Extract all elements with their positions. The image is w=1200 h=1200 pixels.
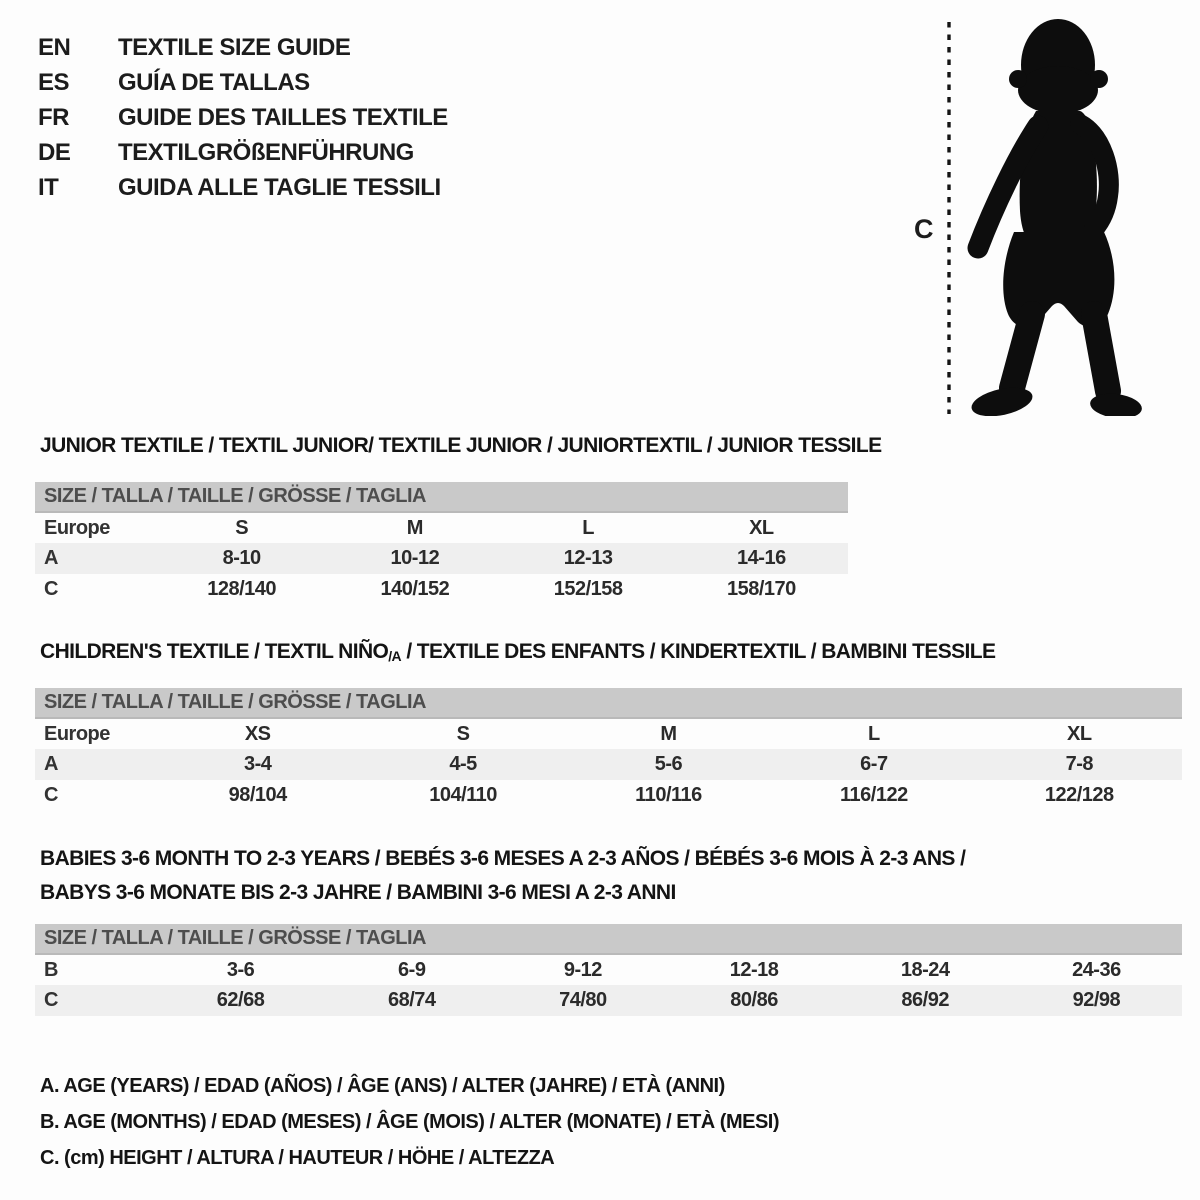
row-label-cell: Europe [44, 722, 110, 745]
size-value-cell: 9-12 [563, 958, 602, 981]
size-value-cell: XL [1067, 722, 1092, 745]
size-value-cell: 86/92 [901, 989, 949, 1011]
language-code: IT [38, 173, 59, 201]
size-value-cell: 3-6 [226, 958, 255, 981]
size-value-cell: 104/110 [429, 784, 497, 806]
table-row-months [35, 954, 1182, 985]
size-value-cell: 74/80 [559, 989, 607, 1011]
size-value-cell: 68/74 [387, 989, 436, 1011]
children-title-part1: CHILDREN'S TEXTILE / TEXTIL NIÑO [40, 640, 389, 663]
children-section-title [40, 640, 995, 664]
size-value-cell: 6-7 [860, 753, 888, 775]
table-row-height [35, 780, 1182, 811]
size-value-cell: 140/152 [380, 578, 450, 600]
size-value-cell: XS [244, 722, 271, 745]
table-row-height [35, 985, 1182, 1016]
size-value-cell: 92/98 [1072, 989, 1121, 1011]
size-value-cell: 158/170 [726, 578, 796, 600]
babies-title-line-1: BABIES 3-6 MONTH TO 2-3 YEARS / BEBÉS 3-6 MESES A 2-3 AÑOS / BÉBÉS 3-6 MOIS À 2-3 ANS / [40, 847, 966, 870]
children-title-part2: / TEXTILE DES ENFANTS / KINDERTEXTIL / BAMBINI TESSILE [401, 640, 996, 663]
size-value-cell: 62/68 [216, 989, 265, 1011]
babies-title-line-2: BABYS 3-6 MONATE BIS 2-3 JAHRE / BAMBINI 3-6 MESI A 2-3 ANNI [40, 881, 676, 904]
size-value-cell: 12-13 [563, 547, 613, 569]
children-title-sub: /A [388, 648, 402, 664]
language-title: GUIDE DES TAILLES TEXTILE [118, 103, 448, 131]
toddler-silhouette-icon [960, 16, 1150, 416]
language-title: GUIDA ALLE TAGLIE TESSILI [118, 173, 441, 201]
legend-line-c: C. (cm) HEIGHT / ALTURA / HAUTEUR / HÖHE / ALTEZZA [40, 1147, 555, 1169]
table-row-europe [35, 512, 848, 543]
size-value-cell: 80/86 [730, 989, 778, 1011]
size-value-cell: 98/104 [228, 784, 287, 806]
babies-size-table [35, 924, 1182, 1016]
row-label-cell: B [44, 958, 58, 981]
language-code: ES [38, 68, 70, 96]
row-label-cell: C [44, 578, 58, 600]
size-value-cell: 128/140 [207, 578, 277, 600]
size-value-cell: L [582, 516, 594, 539]
size-value-cell: 152/158 [553, 578, 623, 600]
table-row-height [35, 574, 848, 605]
size-value-cell: 4-5 [449, 753, 477, 775]
table-row-europe [35, 718, 1182, 749]
language-code: EN [38, 33, 71, 61]
children-size-table [35, 688, 1182, 811]
size-header-bar: SIZE / TALLA / TAILLE / GRÖSSE / TAGLIA [35, 924, 1182, 954]
language-row-en [38, 30, 448, 65]
size-value-cell: 14-16 [737, 547, 786, 569]
legend-line-a: A. AGE (YEARS) / EDAD (AÑOS) / ÂGE (ANS) / ALTER (JAHRE) / ETÀ (ANNI) [40, 1075, 725, 1097]
size-value-cell: 6-9 [398, 958, 426, 981]
table-header-row [35, 688, 1182, 718]
language-row-fr [38, 100, 448, 135]
table-row-age [35, 749, 1182, 780]
size-value-cell: 122/128 [1044, 784, 1114, 806]
language-title: TEXTILGRÖßENFÜHRUNG [118, 138, 414, 166]
size-header-bar: SIZE / TALLA / TAILLE / GRÖSSE / TAGLIA [35, 688, 1182, 718]
language-code: FR [38, 103, 69, 131]
height-measure-label: C [914, 214, 934, 244]
language-row-it [38, 170, 448, 205]
legend-line-b: B. AGE (MONTHS) / EDAD (MESES) / ÂGE (MOIS) / ALTER (MONATE) / ETÀ (MESI) [40, 1111, 780, 1133]
table-row-age [35, 543, 848, 574]
size-value-cell: M [660, 722, 677, 745]
language-row-de [38, 135, 448, 170]
table-header-row [35, 482, 848, 512]
size-value-cell: 12-18 [729, 958, 779, 981]
language-row-es [38, 65, 448, 100]
row-label-cell: Europe [44, 516, 110, 539]
size-value-cell: 5-6 [654, 753, 683, 775]
size-value-cell: 3-4 [243, 753, 272, 775]
size-value-cell: 10-12 [390, 547, 440, 569]
size-value-cell: 7-8 [1065, 753, 1093, 775]
height-dashed-line-icon [945, 20, 953, 416]
size-value-cell: 8-10 [222, 547, 261, 569]
size-value-cell: 18-24 [900, 958, 950, 981]
size-value-cell: 110/116 [635, 784, 702, 806]
junior-section-title: JUNIOR TEXTILE / TEXTIL JUNIOR/ TEXTILE JUNIOR / JUNIORTEXTIL / JUNIOR TESSILE [40, 434, 882, 457]
language-code: DE [38, 138, 71, 166]
row-label-cell: A [44, 547, 58, 569]
language-title: TEXTILE SIZE GUIDE [118, 33, 351, 61]
row-label-cell: C [44, 784, 58, 806]
language-title-list [38, 30, 448, 205]
size-header-bar: SIZE / TALLA / TAILLE / GRÖSSE / TAGLIA [35, 482, 848, 512]
measurement-legend [40, 1068, 779, 1176]
size-value-cell: L [868, 722, 880, 745]
babies-section-title [40, 842, 965, 910]
junior-size-table [35, 482, 848, 605]
size-value-cell: 116/122 [840, 784, 908, 806]
size-value-cell: XL [749, 516, 774, 539]
language-title: GUÍA DE TALLAS [118, 68, 310, 96]
row-label-cell: A [44, 753, 58, 775]
table-header-row [35, 924, 1182, 954]
row-label-cell: C [44, 989, 58, 1011]
size-value-cell: S [456, 722, 470, 745]
size-value-cell: 24-36 [1072, 958, 1121, 981]
size-value-cell: M [406, 516, 423, 539]
size-value-cell: S [235, 516, 249, 539]
